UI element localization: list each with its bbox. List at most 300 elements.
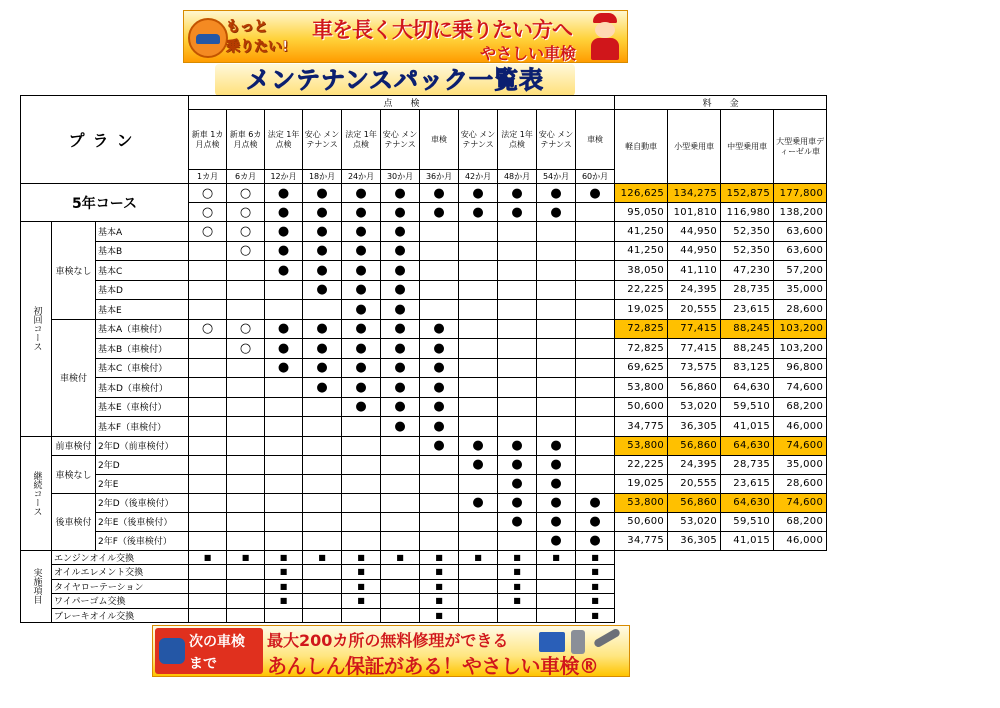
inspection-mark: ●: [420, 397, 459, 417]
inspection-mark: [576, 397, 615, 417]
inspection-mark: ●: [537, 531, 576, 550]
fee-cell: 52,350: [721, 222, 774, 242]
banner-main-text: 車を長く大切に乗りたい方へ: [312, 18, 572, 42]
inspection-mark: [420, 474, 459, 493]
top-banner: [183, 10, 628, 63]
course5-row: [21, 184, 827, 203]
fee-cell: 44,950: [668, 241, 721, 261]
inspection-mark: [576, 261, 615, 281]
inspection-mark: ●: [420, 319, 459, 339]
inspection-mark: [576, 339, 615, 359]
maintenance-pack-table: [20, 95, 827, 623]
initial-row: [21, 319, 827, 339]
car-icon: [159, 638, 185, 664]
inspection-mark: [227, 358, 265, 378]
inspection-mark: [189, 300, 227, 320]
inspection-mark: ●: [303, 241, 342, 261]
inspection-mark: [303, 474, 342, 493]
fee-cell: 28,600: [774, 474, 827, 493]
inspection-mark: [227, 455, 265, 474]
inspection-mark: [498, 339, 537, 359]
fee-cell: 46,000: [774, 531, 827, 550]
continuation-row: [21, 474, 827, 493]
fee-cell: 59,510: [721, 397, 774, 417]
items-row: [21, 550, 827, 565]
fee-cell: 23,615: [721, 474, 774, 493]
group-label: 前車検付: [52, 436, 96, 455]
inspection-mark: [459, 241, 498, 261]
fee-cell: 73,575: [668, 358, 721, 378]
item-mark: ■: [420, 594, 459, 609]
item-mark: [189, 579, 227, 594]
fee-cell: 83,125: [721, 358, 774, 378]
continuation-row: [21, 436, 827, 455]
mechanic-mascot-icon: [589, 13, 621, 61]
fee-cell: 41,250: [615, 241, 668, 261]
item-mark: ■: [498, 550, 537, 565]
inspection-mark: [381, 436, 420, 455]
inspection-mark: ●: [537, 436, 576, 455]
fee-header: 料 金: [615, 96, 827, 110]
inspection-mark: [227, 280, 265, 300]
inspection-mark: ●: [342, 319, 381, 339]
fee-cell: 64,630: [721, 378, 774, 398]
inspection-mark: [227, 261, 265, 281]
inspection-mark: [342, 474, 381, 493]
fee-cell: 56,860: [668, 378, 721, 398]
inspection-mark: ●: [498, 493, 537, 512]
fee-cell: 116,980: [721, 203, 774, 222]
inspection-mark: ●: [420, 184, 459, 203]
initial-row: [21, 241, 827, 261]
inspection-mark: [189, 339, 227, 359]
inspection-mark: ●: [381, 261, 420, 281]
fee-cell: 59,510: [721, 512, 774, 531]
header-row: [21, 96, 827, 110]
inspection-mark: [189, 512, 227, 531]
inspection-mark: ●: [303, 378, 342, 398]
inspection-mark: [227, 493, 265, 512]
inspection-mark: [227, 436, 265, 455]
item-mark: [303, 608, 342, 623]
continuation-course-label: 継続コース: [21, 436, 52, 550]
item-mark: ■: [342, 550, 381, 565]
inspection-mark: ●: [420, 417, 459, 437]
inspection-mark: [189, 280, 227, 300]
inspection-mark: [227, 474, 265, 493]
inspection-mark: [537, 378, 576, 398]
fee-cell: 28,735: [721, 455, 774, 474]
inspection-mark: [498, 319, 537, 339]
inspection-mark: ●: [342, 300, 381, 320]
month-header: 12か月: [265, 170, 303, 184]
inspection-mark: [459, 417, 498, 437]
item-mark: [227, 608, 265, 623]
inspection-mark: [537, 241, 576, 261]
fee-cell: 46,000: [774, 417, 827, 437]
inspection-column-header: 法定 1年 点検: [498, 110, 537, 170]
item-mark: ■: [381, 550, 420, 565]
inspection-mark: ○: [227, 203, 265, 222]
item-mark: [381, 608, 420, 623]
inspection-mark: ●: [303, 261, 342, 281]
fee-cell: 41,015: [721, 417, 774, 437]
inspection-mark: ●: [381, 417, 420, 437]
item-mark: [227, 594, 265, 609]
plan-name: 基本D（車検付）: [96, 378, 189, 398]
fee-cell: 138,200: [774, 203, 827, 222]
item-mark: [537, 594, 576, 609]
inspection-mark: ●: [498, 203, 537, 222]
item-mark: ■: [265, 550, 303, 565]
item-mark: [189, 594, 227, 609]
plan-name: 基本B（車検付）: [96, 339, 189, 359]
inspection-mark: [227, 300, 265, 320]
fee-cell: 63,600: [774, 241, 827, 261]
fee-cell: 72,825: [615, 319, 668, 339]
item-mark: [381, 579, 420, 594]
inspection-mark: [265, 378, 303, 398]
fee-cell: 36,305: [668, 531, 721, 550]
inspection-mark: ●: [342, 203, 381, 222]
initial-row: [21, 339, 827, 359]
fee-cell: 56,860: [668, 436, 721, 455]
item-mark: ■: [303, 550, 342, 565]
inspection-mark: [420, 261, 459, 281]
inspection-mark: ●: [420, 378, 459, 398]
fee-cell: 23,615: [721, 300, 774, 320]
inspection-mark: [498, 397, 537, 417]
item-mark: [227, 565, 265, 580]
plan-name: 基本A（車検付）: [96, 319, 189, 339]
fee-cell: 77,415: [668, 319, 721, 339]
fee-cell: 74,600: [774, 436, 827, 455]
fee-cell: 38,050: [615, 261, 668, 281]
page-title-text: メンテナンスパック一覧表: [245, 66, 545, 94]
inspection-mark: [459, 300, 498, 320]
inspection-mark: ○: [227, 222, 265, 242]
inspection-mark: [498, 280, 537, 300]
continuation-row: [21, 512, 827, 531]
inspection-mark: [498, 358, 537, 378]
inspection-mark: [576, 417, 615, 437]
inspection-mark: ●: [381, 358, 420, 378]
item-mark: ■: [420, 565, 459, 580]
inspection-mark: [420, 280, 459, 300]
inspection-mark: ●: [537, 474, 576, 493]
continuation-row: [21, 455, 827, 474]
inspection-mark: [576, 474, 615, 493]
inspection-mark: [459, 474, 498, 493]
plan-name: 2年E: [96, 474, 189, 493]
fee-cell: 134,275: [668, 184, 721, 203]
inspection-mark: ●: [420, 358, 459, 378]
inspection-mark: [576, 222, 615, 242]
inspection-mark: [459, 397, 498, 417]
inspection-mark: ●: [342, 358, 381, 378]
inspection-mark: ●: [381, 319, 420, 339]
inspection-mark: ●: [459, 493, 498, 512]
inspection-mark: ●: [265, 222, 303, 242]
inspection-mark: ●: [303, 339, 342, 359]
continuation-row: [21, 493, 827, 512]
initial-row: [21, 358, 827, 378]
plan-name: 基本F（車検付）: [96, 417, 189, 437]
fee-cell: 72,825: [615, 339, 668, 359]
inspection-mark: ●: [303, 319, 342, 339]
item-mark: [342, 608, 381, 623]
item-mark: ■: [227, 550, 265, 565]
inspection-mark: [265, 512, 303, 531]
fee-cell: 41,250: [615, 222, 668, 242]
fee-cell: 50,600: [615, 397, 668, 417]
inspection-mark: [303, 455, 342, 474]
plan-name: 基本D: [96, 280, 189, 300]
inspection-mark: [576, 203, 615, 222]
fee-cell: 35,000: [774, 280, 827, 300]
car-illustration-icon: [188, 18, 228, 58]
month-header: 42か月: [459, 170, 498, 184]
course5-label: 5年コース: [21, 184, 189, 222]
inspection-mark: [342, 493, 381, 512]
plan-name: 基本C: [96, 261, 189, 281]
group-label: 車検なし: [52, 455, 96, 493]
item-mark: ■: [498, 565, 537, 580]
plan-name: 基本C（車検付）: [96, 358, 189, 378]
inspection-mark: [537, 222, 576, 242]
inspection-mark: ○: [227, 241, 265, 261]
inspection-mark: [189, 531, 227, 550]
inspection-mark: ●: [381, 203, 420, 222]
items-label: 実施項目: [21, 550, 52, 623]
inspection-mark: [189, 397, 227, 417]
inspection-mark: ●: [342, 241, 381, 261]
item-mark: [459, 594, 498, 609]
fee-cell: 57,200: [774, 261, 827, 281]
inspection-mark: [537, 319, 576, 339]
fee-cell: 152,875: [721, 184, 774, 203]
item-name: ワイパーゴム交換: [52, 594, 189, 609]
inspection-mark: ●: [342, 378, 381, 398]
inspection-mark: ●: [459, 436, 498, 455]
inspection-mark: ○: [189, 184, 227, 203]
item-mark: [303, 579, 342, 594]
inspection-mark: ○: [189, 203, 227, 222]
fee-cell: 19,025: [615, 300, 668, 320]
inspection-mark: [459, 280, 498, 300]
inspection-mark: [420, 241, 459, 261]
fee-cell: 126,625: [615, 184, 668, 203]
inspection-mark: ●: [303, 203, 342, 222]
inspection-column-header: 法定 1年 点検: [342, 110, 381, 170]
item-name: オイルエレメント交換: [52, 565, 189, 580]
fee-cell: 24,395: [668, 280, 721, 300]
inspection-mark: [342, 531, 381, 550]
inspection-mark: [381, 455, 420, 474]
inspection-mark: [576, 241, 615, 261]
inspection-mark: [459, 339, 498, 359]
inspection-mark: ●: [498, 474, 537, 493]
inspection-column-header: 安心 メンテナンス: [459, 110, 498, 170]
item-mark: [189, 565, 227, 580]
inspection-mark: [576, 300, 615, 320]
inspection-mark: ●: [381, 280, 420, 300]
item-name: エンジンオイル交換: [52, 550, 189, 565]
fee-cell: 24,395: [668, 455, 721, 474]
month-header: 1カ月: [189, 170, 227, 184]
fee-cell: 47,230: [721, 261, 774, 281]
inspection-mark: [420, 300, 459, 320]
blank-area: [615, 550, 827, 623]
fee-cell: 74,600: [774, 378, 827, 398]
inspection-mark: [498, 241, 537, 261]
inspection-mark: [265, 280, 303, 300]
inspection-mark: ●: [303, 358, 342, 378]
fee-cell: 56,860: [668, 493, 721, 512]
fee-cell: 20,555: [668, 300, 721, 320]
inspection-mark: ○: [189, 222, 227, 242]
inspection-mark: [537, 397, 576, 417]
inspection-mark: [498, 261, 537, 281]
continuation-row: [21, 531, 827, 550]
item-mark: [459, 565, 498, 580]
inspection-mark: [303, 531, 342, 550]
month-header: 24か月: [342, 170, 381, 184]
inspection-mark: [420, 512, 459, 531]
inspection-mark: [498, 531, 537, 550]
inspection-mark: [420, 222, 459, 242]
item-mark: ■: [265, 594, 303, 609]
fee-cell: 101,810: [668, 203, 721, 222]
plan-name: 基本B: [96, 241, 189, 261]
inspection-column-header: 法定 1年 点検: [265, 110, 303, 170]
inspection-mark: [342, 417, 381, 437]
fee-cell: 68,200: [774, 397, 827, 417]
inspection-mark: [189, 261, 227, 281]
inspection-mark: [342, 512, 381, 531]
inspection-mark: ●: [265, 261, 303, 281]
inspection-mark: [420, 493, 459, 512]
fee-cell: 34,775: [615, 531, 668, 550]
inspection-mark: [576, 319, 615, 339]
initial-course-label: 初回コース: [21, 222, 52, 437]
inspection-mark: [459, 261, 498, 281]
inspection-mark: [303, 300, 342, 320]
inspection-mark: [227, 378, 265, 398]
item-mark: ■: [576, 550, 615, 565]
fee-cell: 103,200: [774, 319, 827, 339]
inspection-mark: [576, 378, 615, 398]
bottom-banner-main-text: あんしん保証がある！やさしい車検®: [267, 654, 599, 677]
page-title: [215, 64, 575, 96]
plan-name: 基本E: [96, 300, 189, 320]
inspection-mark: ○: [227, 319, 265, 339]
item-mark: [537, 608, 576, 623]
item-mark: [227, 579, 265, 594]
bottom-banner-left-line1: 次の車検: [189, 634, 245, 650]
inspection-mark: ●: [498, 455, 537, 474]
inspection-mark: ○: [227, 184, 265, 203]
inspection-mark: ●: [576, 512, 615, 531]
fee-cell: 64,630: [721, 436, 774, 455]
inspection-mark: ●: [381, 378, 420, 398]
inspection-mark: ●: [303, 184, 342, 203]
inspection-mark: [498, 378, 537, 398]
inspection-mark: ●: [303, 222, 342, 242]
fee-cell: 36,305: [668, 417, 721, 437]
inspection-mark: [459, 378, 498, 398]
inspection-column-header: 車検: [576, 110, 615, 170]
car-parts-icon: [539, 630, 625, 654]
item-mark: ■: [342, 594, 381, 609]
inspection-mark: ●: [381, 241, 420, 261]
inspection-mark: [265, 436, 303, 455]
fee-cell: 68,200: [774, 512, 827, 531]
fee-cell: 19,025: [615, 474, 668, 493]
inspection-mark: ●: [576, 184, 615, 203]
fee-column-header: 中型乗用車: [721, 110, 774, 184]
item-mark: ■: [420, 550, 459, 565]
item-name: タイヤローテーション: [52, 579, 189, 594]
inspection-mark: ●: [381, 339, 420, 359]
inspection-mark: ●: [381, 184, 420, 203]
item-mark: [498, 608, 537, 623]
fee-cell: 53,800: [615, 493, 668, 512]
inspection-mark: [189, 493, 227, 512]
inspection-mark: ●: [342, 397, 381, 417]
item-mark: [189, 608, 227, 623]
item-mark: ■: [265, 579, 303, 594]
inspection-mark: ●: [537, 493, 576, 512]
inspection-mark: [498, 417, 537, 437]
item-mark: ■: [420, 608, 459, 623]
inspection-mark: [459, 222, 498, 242]
inspection-mark: [189, 436, 227, 455]
initial-row: [21, 397, 827, 417]
inspection-mark: [498, 300, 537, 320]
month-header: 48か月: [498, 170, 537, 184]
inspection-mark: ●: [342, 222, 381, 242]
inspection-mark: [227, 417, 265, 437]
plan-name: 2年D（前車検付）: [96, 436, 189, 455]
fee-cell: 20,555: [668, 474, 721, 493]
plan-name: 2年F（後車検付）: [96, 531, 189, 550]
fee-column-header: 大型乗用車ディーゼル車: [774, 110, 827, 184]
fee-cell: 95,050: [615, 203, 668, 222]
inspection-mark: [381, 474, 420, 493]
item-mark: ■: [498, 579, 537, 594]
inspection-mark: [537, 261, 576, 281]
inspection-mark: ●: [265, 319, 303, 339]
inspection-mark: [381, 531, 420, 550]
inspection-mark: [303, 436, 342, 455]
fee-cell: 53,800: [615, 436, 668, 455]
item-name: ブレーキオイル交換: [52, 608, 189, 623]
item-mark: ■: [576, 565, 615, 580]
inspection-mark: [537, 300, 576, 320]
inspection-mark: ○: [189, 319, 227, 339]
fee-cell: 88,245: [721, 319, 774, 339]
inspection-mark: [303, 512, 342, 531]
inspection-column-header: 車検: [420, 110, 459, 170]
fee-cell: 28,735: [721, 280, 774, 300]
inspection-mark: [189, 474, 227, 493]
inspection-mark: [189, 378, 227, 398]
item-mark: [381, 594, 420, 609]
inspection-column-header: 新車 1カ月点検: [189, 110, 227, 170]
inspection-mark: ●: [342, 261, 381, 281]
inspection-mark: [537, 417, 576, 437]
